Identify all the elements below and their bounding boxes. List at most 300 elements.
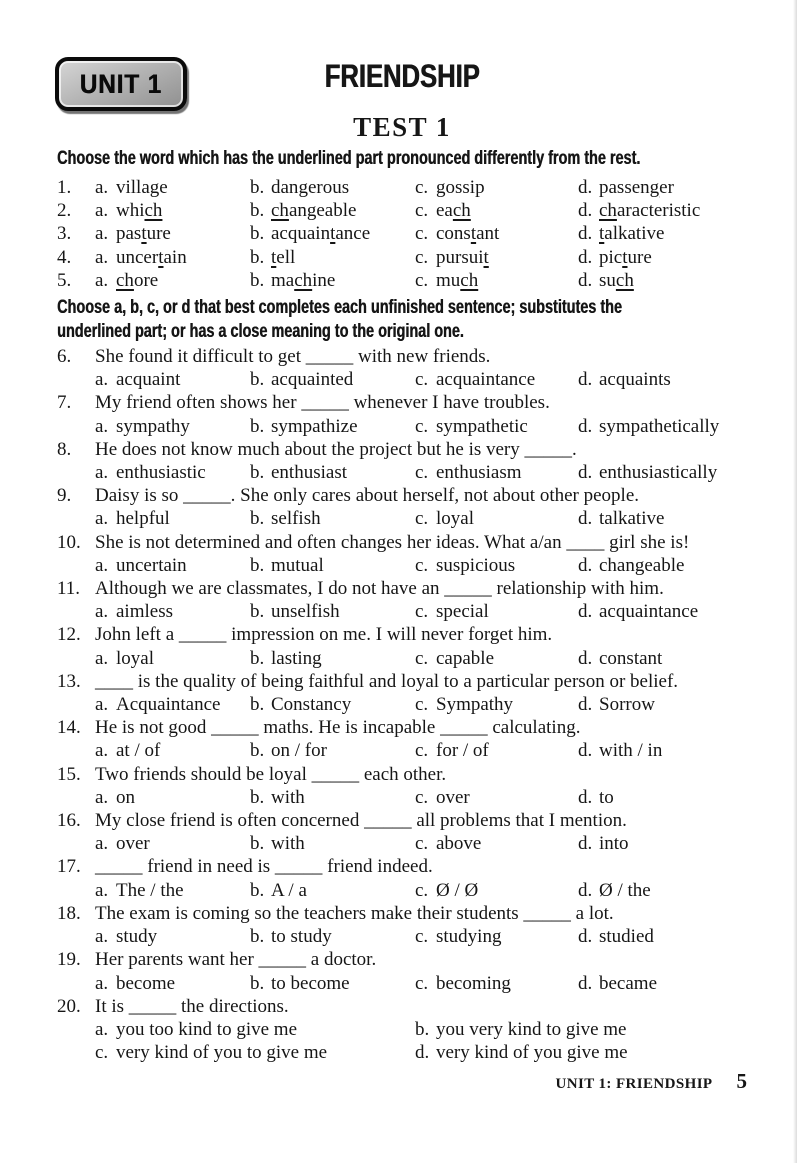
option-b (250, 554, 415, 577)
question-number: 12. (57, 624, 81, 646)
option-text: sympathetically (599, 415, 720, 437)
option-c (415, 222, 578, 245)
question-block (57, 531, 747, 577)
pronunciation-word (271, 247, 295, 268)
option-letter: b. (250, 972, 265, 994)
section2-instruction-text (57, 296, 744, 343)
options-row (95, 600, 747, 623)
option-letter: d. (578, 200, 593, 222)
word-suffix: ance (335, 223, 371, 245)
option-text: constant (599, 647, 663, 669)
pronunciation-question-row (57, 269, 747, 292)
word-suffix: ell (276, 246, 296, 268)
pronunciation-question-row (57, 222, 747, 245)
option-c (415, 925, 578, 948)
option-b (250, 600, 415, 623)
option-text: acquaints (599, 369, 671, 391)
option-d (578, 246, 747, 269)
option-letter: b. (250, 740, 265, 762)
option-c (415, 693, 578, 716)
option-letter: a. (95, 740, 109, 762)
underlined-letters: ch (460, 269, 479, 291)
option-d (578, 600, 747, 623)
option-text: for / of (436, 740, 489, 762)
option-a (95, 415, 250, 438)
footer-label: UNIT 1: FRIENDSHIP (555, 1076, 713, 1093)
option-text: lasting (271, 647, 322, 669)
pronunciation-word (116, 270, 158, 291)
section2-instruction (57, 296, 747, 343)
option-c (415, 647, 578, 670)
option-letter: d. (578, 177, 593, 198)
option-letter: d. (578, 554, 593, 576)
option-letter: d. (578, 462, 593, 484)
word-prefix: uncer (116, 246, 159, 268)
option-text: with / in (599, 740, 663, 762)
question-number: 14. (57, 717, 81, 739)
option-c (415, 739, 578, 762)
option-letter: c. (415, 554, 429, 576)
option-letter: a. (95, 694, 109, 716)
pronunciation-word (271, 223, 370, 244)
option-c (415, 199, 578, 222)
question-number: 17. (57, 856, 81, 878)
option-letter: b. (250, 200, 265, 222)
option-text: changeable (599, 554, 685, 576)
question-block (57, 855, 747, 901)
word-suffix: ant (476, 223, 500, 245)
option-b (250, 693, 415, 716)
question-number: 2. (57, 200, 72, 222)
word-suffix: ine (312, 269, 336, 291)
option-letter: d. (578, 269, 593, 291)
underlined-letters: ch (599, 200, 617, 222)
option-c (415, 461, 578, 484)
word-suffix: e (159, 177, 168, 198)
option-text: on (116, 786, 135, 808)
question-sentence (57, 716, 747, 739)
option-text: enthusiasm (436, 462, 522, 484)
word-suffix: aracteristic (616, 200, 701, 222)
option-text: helpful (116, 508, 170, 530)
underlined-letters: ch (271, 200, 289, 222)
question-text: He does not know much about the project but he is very _____. (95, 438, 577, 460)
question-sentence (57, 391, 747, 414)
option-d (578, 554, 747, 577)
pronunciation-question-row (57, 176, 747, 199)
question-text: Two friends should be loyal _____ each other. (95, 763, 447, 785)
option-letter: b. (415, 1018, 430, 1040)
question-number: 10. (57, 531, 81, 553)
underlined-letters: t (158, 246, 164, 268)
option-text: sympathetic (436, 415, 528, 437)
option-b (250, 222, 415, 245)
question-text: My friend often shows her _____ whenever I have troubles. (95, 392, 550, 414)
option-b (250, 199, 415, 222)
option-b (250, 786, 415, 809)
option-letter: d. (578, 647, 593, 669)
underlined-letters: ch (452, 200, 471, 222)
option-letter: c. (415, 415, 429, 437)
question-block (57, 948, 747, 994)
option-letter: d. (578, 879, 593, 901)
pronunciation-word (436, 247, 489, 268)
option-letter: a. (95, 879, 109, 901)
word-suffix: ossip (445, 177, 485, 198)
option-d (578, 222, 747, 245)
underlined-letters: g (436, 177, 446, 198)
word-prefix: ea (436, 200, 453, 222)
option-letter: b. (250, 833, 265, 855)
question-number: 7. (57, 392, 72, 414)
option-letter: d. (578, 786, 593, 808)
option-a (95, 1018, 415, 1041)
question-block (57, 902, 747, 948)
options-row (95, 879, 747, 902)
option-text: loyal (116, 647, 154, 669)
question-text: Although we are classmates, I do not have an _____ relationship with him. (95, 578, 664, 600)
option-letter: b. (250, 786, 265, 808)
option-letter: b. (250, 879, 265, 901)
underlined-letters: t (141, 223, 147, 245)
question-block (57, 391, 747, 437)
question-block (57, 716, 747, 762)
option-c (415, 415, 578, 438)
question-sentence (57, 670, 747, 693)
pronunciation-word (599, 177, 674, 198)
options-row (95, 739, 747, 762)
option-letter: d. (578, 246, 593, 268)
word-suffix: ure (146, 223, 171, 245)
question-text: _____ friend in need is _____ friend indeed. (95, 856, 433, 878)
underlined-letters: g (298, 177, 308, 198)
option-letter: d. (578, 694, 593, 716)
page-header (57, 55, 747, 101)
question-number: 18. (57, 902, 81, 924)
question-text: Daisy is so _____. She only cares about herself, not about other people. (95, 485, 640, 507)
question-block (57, 484, 747, 530)
option-c (415, 832, 578, 855)
underlined-letters: t (330, 223, 336, 245)
option-d (578, 739, 747, 762)
option-letter: d. (578, 926, 593, 948)
section2-instruction-line2: underlined part; or has a close meaning to the original one. (57, 320, 464, 342)
underlined-letters: t (470, 223, 477, 245)
underlined-letters: g (149, 177, 160, 198)
word-prefix: pas (116, 223, 142, 245)
option-text: suspicious (436, 554, 516, 576)
option-c (415, 972, 578, 995)
question-block (57, 809, 747, 855)
option-text: with (271, 786, 305, 808)
question-number: 15. (57, 763, 81, 785)
option-d (578, 925, 747, 948)
option-d (578, 507, 747, 530)
option-text: acquainted (271, 369, 354, 391)
word-suffix: ure (627, 246, 652, 268)
option-a (95, 176, 250, 199)
option-letter: c. (415, 200, 429, 222)
option-text: special (436, 601, 489, 623)
option-text: very kind of you to give me (116, 1042, 328, 1064)
option-b (250, 269, 415, 292)
word-suffix: angeable (288, 200, 357, 222)
option-b (250, 972, 415, 995)
option-text: you very kind to give me (436, 1018, 627, 1040)
options-row (95, 368, 747, 391)
option-letter: c. (415, 462, 429, 484)
option-text: you too kind to give me (116, 1018, 298, 1040)
option-letter: b. (250, 223, 265, 245)
pronunciation-question-row (57, 199, 747, 222)
option-text: loyal (436, 508, 474, 530)
question-sentence (57, 902, 747, 925)
question-text: It is _____ the directions. (95, 995, 289, 1017)
question-number: 4. (57, 246, 72, 268)
option-letter: c. (415, 647, 429, 669)
completion-questions (57, 345, 747, 1064)
option-d (578, 461, 747, 484)
word-prefix: passen (599, 177, 650, 198)
option-a (95, 600, 250, 623)
option-letter: a. (95, 833, 109, 855)
unit-badge-label: UNIT 1 (79, 68, 163, 99)
option-d (578, 786, 747, 809)
option-b (250, 925, 415, 948)
option-text: became (599, 972, 658, 994)
option-d (578, 879, 747, 902)
option-text: over (436, 786, 470, 808)
option-text: acquaintance (436, 369, 536, 391)
option-letter: c. (415, 177, 429, 198)
option-a (95, 739, 250, 762)
option-a (95, 786, 250, 809)
option-letter: d. (578, 508, 593, 530)
word-prefix: ma (271, 269, 295, 291)
options-row (95, 647, 747, 670)
option-a (95, 461, 250, 484)
word-prefix: whi (116, 200, 145, 222)
options-row (95, 786, 747, 809)
question-sentence (57, 577, 747, 600)
option-d (578, 415, 747, 438)
option-d (578, 693, 747, 716)
option-b (250, 176, 415, 199)
option-letter: b. (250, 246, 265, 268)
option-text: uncertain (116, 554, 187, 576)
section1-instruction (57, 147, 747, 171)
option-d (578, 647, 747, 670)
page-footer (57, 1069, 747, 1094)
option-letter: c. (95, 1042, 109, 1064)
word-prefix: su (599, 269, 616, 291)
option-letter: d. (415, 1042, 430, 1064)
option-text: talkative (599, 508, 665, 530)
option-c (415, 368, 578, 391)
option-b (415, 1018, 747, 1041)
option-a (95, 554, 250, 577)
options-row (95, 415, 747, 438)
option-text: acquaintance (599, 601, 699, 623)
word-prefix: villa (116, 177, 150, 198)
option-letter: c. (415, 786, 429, 808)
option-b (250, 507, 415, 530)
option-c (415, 176, 578, 199)
option-text: selfish (271, 508, 321, 530)
question-block (57, 623, 747, 669)
option-text: enthusiastically (599, 462, 718, 484)
question-sentence (57, 855, 747, 878)
word-prefix: pic (599, 246, 623, 268)
pronunciation-word (116, 223, 171, 244)
underlined-letters: t (271, 246, 277, 268)
page-content (57, 55, 747, 1094)
word-suffix: ain (163, 246, 187, 268)
option-d (578, 199, 747, 222)
option-d (578, 269, 747, 292)
option-text: Ø / Ø (436, 879, 479, 901)
option-d (578, 972, 747, 995)
option-text: becoming (436, 972, 511, 994)
option-text: The / the (116, 879, 184, 901)
option-text: on / for (271, 740, 327, 762)
option-letter: c. (415, 740, 429, 762)
option-text: to study (271, 926, 332, 948)
options-row (95, 925, 747, 948)
option-letter: a. (95, 508, 109, 530)
word-suffix: alkative (604, 223, 665, 245)
option-a (95, 246, 250, 269)
option-text: capable (436, 647, 495, 669)
option-letter: b. (250, 369, 265, 391)
option-text: to become (271, 972, 350, 994)
option-a (95, 832, 250, 855)
option-b (250, 879, 415, 902)
option-c (415, 786, 578, 809)
question-sentence (57, 438, 747, 461)
options-row (95, 1018, 747, 1064)
pronunciation-word (599, 223, 664, 244)
option-text: very kind of you give me (436, 1042, 628, 1064)
option-text: to (599, 786, 614, 808)
question-sentence (57, 484, 747, 507)
option-text: A / a (271, 879, 307, 901)
question-sentence (57, 763, 747, 786)
option-text: Constancy (271, 694, 352, 716)
option-a (95, 269, 250, 292)
underlined-letters: ch (144, 200, 163, 222)
pronunciation-word (271, 200, 356, 221)
option-letter: a. (95, 786, 109, 808)
question-text: She is not determined and often changes her ideas. What a/an ____ girl she is! (95, 531, 690, 553)
option-letter: a. (95, 269, 109, 291)
question-block (57, 345, 747, 391)
option-letter: a. (95, 369, 109, 391)
option-a (95, 693, 250, 716)
question-sentence (57, 948, 747, 971)
pronunciation-word (599, 200, 700, 221)
question-text: He is not good _____ maths. He is incapable _____ calculating. (95, 717, 581, 739)
options-row (95, 832, 747, 855)
option-text: Acquaintance (116, 694, 221, 716)
option-letter: b. (250, 462, 265, 484)
pronunciation-word (436, 223, 499, 244)
option-text: sympathize (271, 415, 358, 437)
option-text: Ø / the (599, 879, 651, 901)
option-letter: a. (95, 462, 109, 484)
option-letter: d. (578, 369, 593, 391)
pronunciation-word (271, 177, 349, 198)
options-row (95, 972, 747, 995)
option-text: studied (599, 926, 654, 948)
option-letter: c. (415, 694, 429, 716)
question-text: The exam is coming so the teachers make their students _____ a lot. (95, 902, 614, 924)
option-letter: c. (415, 508, 429, 530)
options-row (95, 461, 747, 484)
option-a (95, 507, 250, 530)
question-block (57, 670, 747, 716)
option-letter: d. (578, 740, 593, 762)
option-text: acquaint (116, 369, 181, 391)
option-letter: b. (250, 554, 265, 576)
section2-instruction-line1: Choose a, b, c, or d that best completes each unfinished sentence; substitutes the (57, 297, 622, 319)
underlined-letters: ch (294, 269, 313, 291)
option-letter: b. (250, 601, 265, 623)
pronunciation-word (436, 177, 485, 198)
option-letter: a. (95, 972, 109, 994)
option-letter: d. (578, 415, 593, 437)
underlined-letters: ch (116, 269, 134, 291)
question-sentence (57, 531, 747, 554)
option-d (578, 176, 747, 199)
question-number: 5. (57, 269, 72, 291)
question-number: 20. (57, 995, 81, 1017)
option-a (95, 972, 250, 995)
option-letter: a. (95, 1018, 109, 1040)
option-text: studying (436, 926, 502, 948)
option-text: sympathy (116, 415, 190, 437)
option-b (250, 739, 415, 762)
option-b (250, 368, 415, 391)
options-row (95, 507, 747, 530)
word-prefix: acquain (271, 223, 331, 245)
option-a (95, 925, 250, 948)
question-number: 9. (57, 485, 72, 507)
option-letter: a. (95, 246, 109, 268)
option-text: aimless (116, 601, 173, 623)
option-text: above (436, 833, 482, 855)
options-row (95, 554, 747, 577)
question-number: 19. (57, 949, 81, 971)
pronunciation-word (436, 200, 471, 221)
option-c (95, 1041, 415, 1064)
pronunciation-word (599, 270, 634, 291)
question-number: 6. (57, 346, 72, 368)
underlined-letters: g (649, 177, 660, 198)
option-letter: c. (415, 269, 429, 291)
option-c (415, 600, 578, 623)
option-letter: c. (415, 833, 429, 855)
option-letter: b. (250, 926, 265, 948)
question-sentence (57, 995, 747, 1018)
option-letter: a. (95, 554, 109, 576)
option-letter: b. (250, 177, 265, 198)
underlined-letters: t (622, 246, 628, 268)
option-text: become (116, 972, 176, 994)
option-letter: c. (415, 926, 429, 948)
option-text: at / of (116, 740, 161, 762)
option-text: unselfish (271, 601, 340, 623)
